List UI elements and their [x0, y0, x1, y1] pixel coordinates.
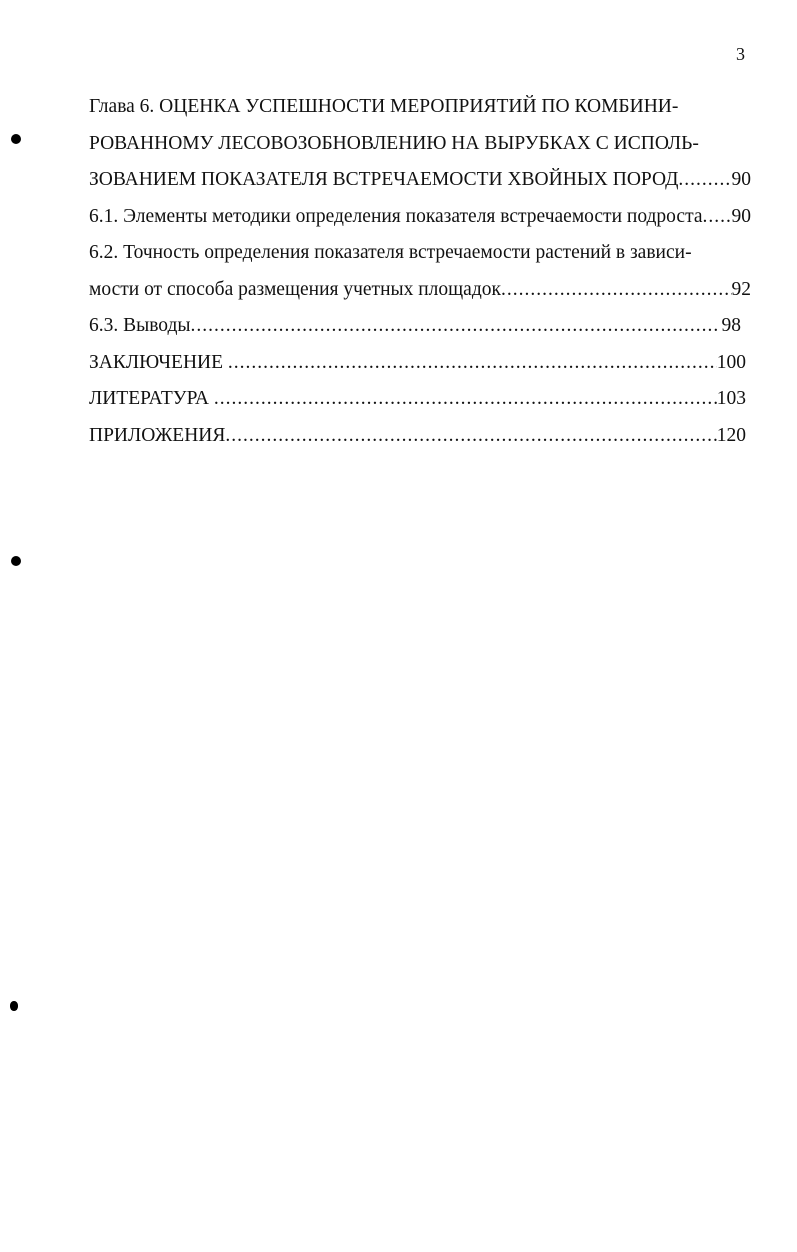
- toc-title: Глава 6. ОЦЕНКА УСПЕШНОСТИ МЕРОПРИЯТИЙ ПО КОМБИНИ-: [89, 96, 679, 117]
- toc-page-number: 90: [731, 169, 751, 190]
- punch-hole-mark: [11, 556, 21, 566]
- toc-title: 6.3. Выводы: [89, 315, 191, 336]
- toc-leader-dots: [678, 162, 731, 199]
- page-number: 3: [736, 44, 745, 64]
- toc-entry-conclusion: [89, 345, 746, 382]
- toc-entry-6-2-line2: [89, 272, 751, 309]
- punch-hole-mark: [11, 134, 21, 144]
- toc-title: ЗОВАНИЕМ ПОКАЗАТЕЛЯ ВСТРЕЧАЕМОСТИ ХВОЙНЫХ ПОРОД: [89, 169, 679, 190]
- toc-chapter6-line3: [89, 162, 751, 199]
- toc-page-number: 90: [731, 205, 751, 227]
- toc-leader-dots: [225, 418, 716, 455]
- toc-leader-dots: [214, 381, 717, 418]
- toc-entry-6-2-line1: [89, 235, 751, 272]
- toc-title: 6.1. Элементы методики определения показателя встречаемости подроста: [89, 205, 703, 227]
- toc-entry-literature: [89, 381, 746, 418]
- toc-entry-appendices: [89, 418, 746, 455]
- toc-leader-dots: [228, 345, 717, 382]
- toc-title: ПРИЛОЖЕНИЯ: [89, 424, 226, 446]
- toc-leader-dots: [703, 199, 732, 236]
- toc-page-number: 100: [716, 351, 746, 373]
- toc-entry-6-1: [89, 199, 751, 236]
- toc-page-number: 92: [731, 278, 751, 300]
- toc-chapter6-line2: [89, 126, 751, 163]
- toc-page-number: 120: [716, 424, 746, 446]
- toc-entry-6-3: [89, 308, 741, 345]
- toc-title: ЗАКЛЮЧЕНИЕ: [89, 351, 228, 373]
- toc-title: мости от способа размещения учетных площадок: [89, 278, 501, 300]
- toc-page-number: 98: [716, 315, 741, 336]
- toc-title: ЛИТЕРАТУРА: [89, 388, 214, 409]
- toc-leader-dots: [501, 272, 732, 309]
- toc-title: 6.2. Точность определения показателя встречаемости растений в зависи-: [89, 242, 692, 263]
- toc-leader-dots: [191, 308, 717, 345]
- punch-hole-mark: [10, 1001, 18, 1011]
- toc-chapter6-line1: [89, 89, 751, 126]
- table-of-contents: [89, 89, 751, 454]
- toc-page-number: 103: [716, 388, 746, 409]
- toc-title: РОВАННОМУ ЛЕСОВОЗОБНОВЛЕНИЮ НА ВЫРУБКАХ С ИСПОЛЬ-: [89, 132, 699, 154]
